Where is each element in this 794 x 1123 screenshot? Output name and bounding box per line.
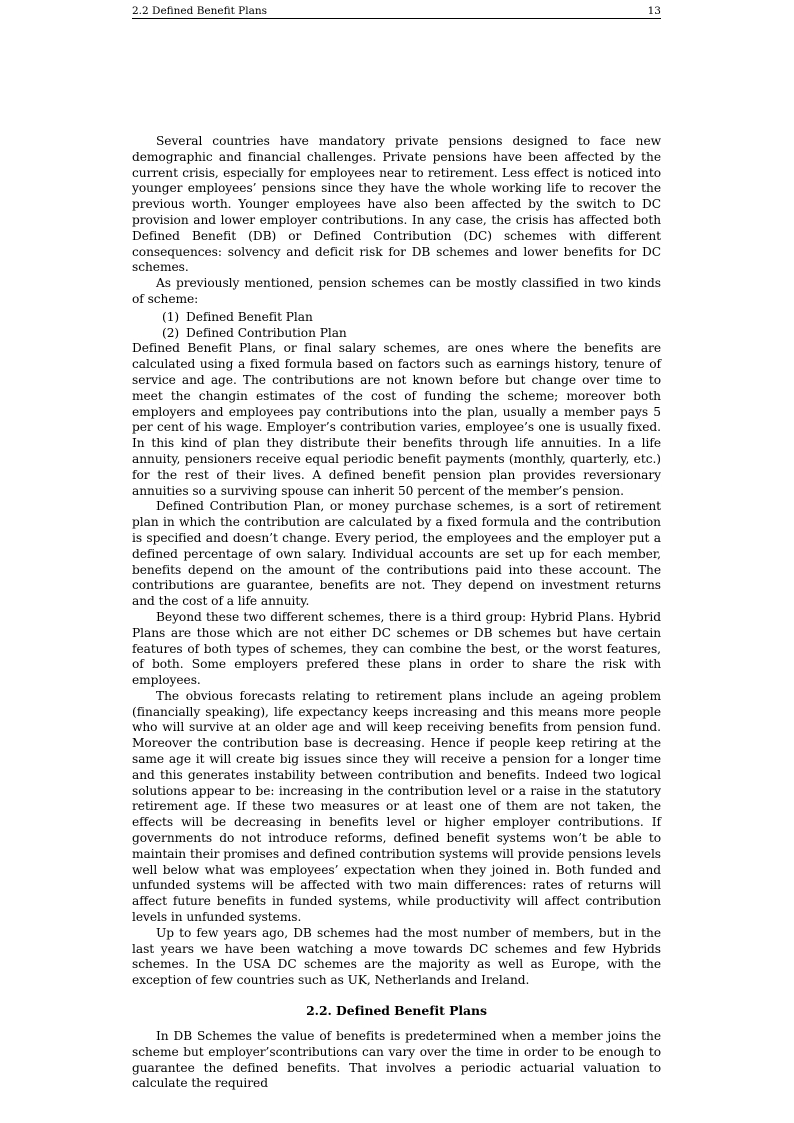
list-item-number: (2) (162, 325, 180, 340)
list-item-text: Defined Contribution Plan (186, 325, 347, 340)
list-item-text: Defined Benefit Plan (186, 309, 313, 324)
section-heading: 2.2. Defined Benefit Plans (306, 1003, 487, 1019)
paragraph-2: As previously mentioned, pension schemes can be mostly classified in two kinds of scheme: (132, 276, 661, 306)
list-item (132, 326, 661, 342)
paragraph-7: Up to few years ago, DB schemes had the most number of members, but in the last years we have been watching a move towards DC schemes and few Hybrids schemes. In the USA DC schemes are the majority as well as Europe, with the exception of few countries such as UK, Netherlands and Ireland. (132, 925, 661, 988)
scheme-list (132, 310, 661, 342)
paragraph-1: Several countries have mandatory private pensions designed to face new demographic and financial challenges. Private pensions have been affected by the current crisis, especially for employees near to retirement. Less effect is noticed into younger employees’ pensions since they have the whole working life to recover the previous worth. Younger employees have also been affected by the switch to DC provision and lower employer contributions. In any case, the crisis has affected both Defined Benefit (DB) or Defined Contribution (DC) schemes with different consequences: solvency and deficit risk for DB schemes and lower benefits for DC schemes. (132, 134, 661, 275)
list-item (132, 310, 661, 326)
paragraph-3: Defined Benefit Plans, or final salary schemes, are ones where the benefits are calculated using a fixed formula based on factors such as earnings history, tenure of service and age. The contributions are not known before but change over time to meet the changin estimates of the cost of funding the scheme; moreover both employers and employees pay contributions into the plan, usually a member pays 5 per cent of his wage. Employer’s contribution varies, employee’s one is usually fixed. In this kind of plan they distribute their benefits through life annuities. In a life annuity, pensioners receive equal periodic benefit payments (monthly, quarterly, etc.) for the rest of their lives. A defined benefit pension plan provides reversionary annuities so a surviving spouse can inherit 50 percent of the member’s pension. (132, 341, 661, 498)
paragraph-4: Defined Contribution Plan, or money purchase schemes, is a sort of retirement plan in which the contribution are calculated by a fixed formula and the contribution is specified and doesn’t change. Every period, the employees and the employer put a defined percentage of own salary. Individual accounts are set up for each member, benefits depend on the amount of the contributions paid into these account. The contributions are guarantee, benefits are not. They depend on investment returns and the cost of a life annuity. (132, 499, 661, 609)
page-number: 13 (647, 5, 661, 17)
list-item-number: (1) (162, 309, 180, 324)
section-paragraph-1: In DB Schemes the value of benefits is predetermined when a member joins the scheme but employer’scontributions can vary over the time in order to be enough to guarantee the defined benefits. That involves a periodic actuarial valuation to calculate the required (132, 1029, 661, 1091)
paragraph-5: Beyond these two different schemes, there is a third group: Hybrid Plans. Hybrid Plans are those which are not either DC schemes or DB schemes but have certain features of both types of schemes, they can combine the best, or the worst features, of both. Some employers prefered these plans in order to share the risk with employees. (132, 609, 661, 688)
paragraph-6: The obvious forecasts relating to retirement plans include an ageing problem (financially speaking), life expectancy keeps increasing and this means more people who will survive at an older age and will keep receiving benefits from pension fund. Moreover the contribution base is decreasing. Hence if people keep retiring at the same age it will create big issues since they will receive a pension for a longer time and this generates instability between contribution and benefits. Indeed two logical solutions appear to be: increasing in the contribution level or a raise in the statutory retirement age. If these two measures or at least one of them are not taken, the effects will be decreasing in benefits level or higher employer contributions. If governments do not introduce reforms, defined benefit systems won’t be able to maintain their promises and defined contribution systems will provide pensions levels well below what was employees’ expectation when they joined in. Both funded and unfunded systems will be affected with two main differences: rates of returns will affect future benefits in funded systems, while productivity will affect contribution levels in unfunded systems. (132, 688, 661, 925)
running-title: 2.2 Defined Benefit Plans (132, 5, 268, 17)
header-rule (132, 18, 661, 19)
body-text (132, 134, 661, 1092)
running-header (132, 4, 661, 18)
